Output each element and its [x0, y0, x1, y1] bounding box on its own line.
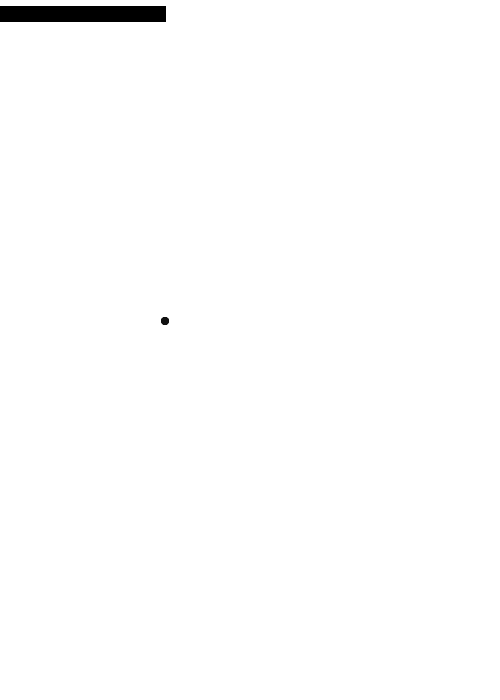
footer-ornament-left	[18, 664, 224, 680]
page-header	[0, 6, 500, 28]
header-ornament	[348, 6, 498, 22]
footer-ornament-right	[270, 664, 480, 680]
page-footer	[0, 662, 500, 682]
bullet-icon	[161, 317, 169, 325]
header-black-bar	[0, 6, 166, 22]
